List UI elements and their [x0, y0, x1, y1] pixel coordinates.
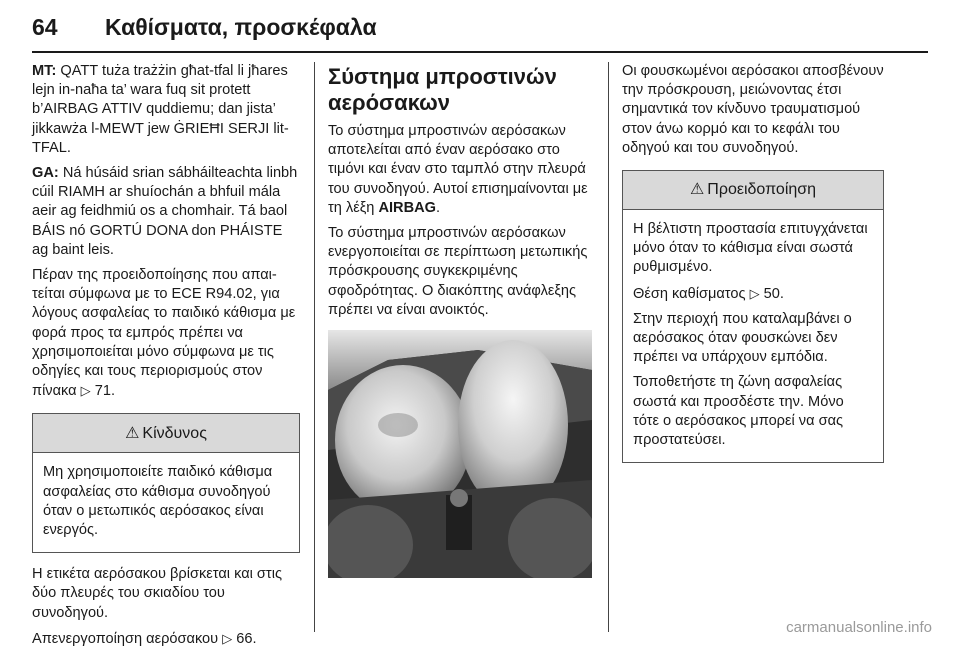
column-right	[622, 62, 884, 475]
page-number: 64	[32, 14, 58, 40]
irish-text: Ná húsáid srian sábháilteachta linbh cúil RIAMH ar shuíochán a bhfuil mála aeir ag feidhmiú os a chomhair. Tá baol BÁIS nó GORTÚ DONA don PHÁISTE ag baint leis.	[32, 165, 298, 258]
ece-paragraph: Πέραν της προειδοποίησης που απαιτείται σύμφωνα με το ECE R94.02, για λόγους ασφαλείας το παιδικό κάθισμα με φορά προς τα εμπρός πρέπει να χρησιμοποιείται μόνο σύμφωνα με τις οδηγίες και τους περιορισμούς στον πίνακα ▷ 71.	[32, 267, 296, 400]
label-paragraph: Η ετικέτα αερόσακου βρίσκεται και στις δύο πλευρές του σκιαδίου του συνοδηγού.	[32, 566, 282, 621]
airbag-photo	[328, 330, 592, 578]
airbag-illustration	[328, 330, 592, 578]
maltese-text: QATT tuża trażżin għat-tfal li jħares lejn in-naħa ta’ wara fuq sit protett b’AIRBAG ATTIV quddiemu; dan jista’ jikkawża l-MEWT jew ĠRIEĦI SERJI lit-TFAL.	[32, 63, 289, 156]
danger-text: Μη χρησιμοποιείτε παιδικό κάθισμα ασφαλείας στο κάθισμα συνοδηγού όταν ο μετωπικός αερόσακος είναι ενεργός.	[43, 464, 273, 539]
page-header	[32, 10, 928, 54]
page-ref-link[interactable]: 71.	[94, 383, 116, 400]
page-ref-link[interactable]: 50.	[763, 285, 784, 302]
danger-box-header	[33, 414, 299, 453]
column-divider-2	[608, 62, 609, 632]
column-divider-1	[314, 62, 315, 632]
warning-box	[622, 170, 884, 463]
warning-text-2: Θέση καθίσματος ▷ 50.	[633, 285, 784, 302]
warning-title: Προειδοποίηση	[707, 181, 817, 199]
maltese-warning	[32, 62, 300, 158]
warning-text-1: Η βέλτιστη προστασία επιτυγχάνεται μόνο όταν το κάθισμα είναι σωστά ρυθμισμένο.	[633, 221, 868, 276]
danger-box-body	[33, 453, 299, 552]
warning-text-3: Στην περιοχή που καταλαμβάνει ο αερόσακος όταν φουσκώνει δεν πρέπει να υπάρχουν εμπόδια.	[633, 310, 852, 366]
warning-box-body	[623, 210, 883, 462]
lang-label-ga: GA:	[32, 165, 59, 182]
header-divider	[32, 51, 928, 53]
inflated-airbag-paragraph: Οι φουσκωμένοι αερόσακοι αποσβένουν την πρόσκρουση, μειώνοντας έτσι σημαντικά τον κίνδυνο τραυματισμού στον άνω κορμό και το κεφάλι του οδηγού και του συνοδηγού.	[622, 63, 884, 156]
page-title: Καθίσματα, προσκέφαλα	[105, 14, 377, 40]
section-title: Σύστημα μπροστινών αερόσακων	[328, 64, 557, 115]
irish-warning	[32, 164, 300, 260]
danger-box	[32, 413, 300, 553]
deactivation-paragraph: Απενεργοποίηση αερόσακου ▷ 66.	[32, 630, 257, 647]
danger-title: Κίνδυνος	[142, 424, 207, 442]
warning-triangle-icon: ⚠	[689, 181, 705, 199]
column-middle	[328, 62, 594, 578]
column-left	[32, 62, 300, 655]
page-ref-link[interactable]: 66.	[236, 630, 257, 647]
airbag-activation-paragraph: Το σύστημα μπροστινών αερόσακων ενεργοποιείται σε περίπτωση μετωπικής πρόσκρουσης συγκεκριμένης σφοδρότητας. Ο διακόπτης ανάφλεξης πρέπει να είναι ανοικτός.	[328, 225, 588, 318]
watermark: carmanualsonline.info	[786, 619, 932, 636]
airbag-intro-paragraph: Το σύστημα μπροστινών αερόσακων αποτελείται από έναν αερόσακο στο τιμόνι και έναν στο ταμπλό στην πλευρά του συνοδηγού. Αυτοί επισημαίνονται με τη λέξη AIRBAG.	[328, 123, 588, 216]
page-ref-arrow-icon: ▷	[749, 285, 760, 301]
warning-box-header	[623, 171, 883, 210]
warning-triangle-icon: ⚠	[125, 424, 140, 442]
page-ref-arrow-icon: ▷	[222, 630, 233, 646]
lang-label-mt: MT:	[32, 63, 57, 79]
airbag-word: AIRBAG	[378, 199, 437, 216]
page-ref-arrow-icon: ▷	[80, 383, 91, 399]
warning-text-4: Τοποθετήστε τη ζώνη ασφαλείας σωστά και προσδέστε την. Μόνο τότε ο αερόσακος μπορεί να σας προστατεύσει.	[633, 374, 844, 449]
